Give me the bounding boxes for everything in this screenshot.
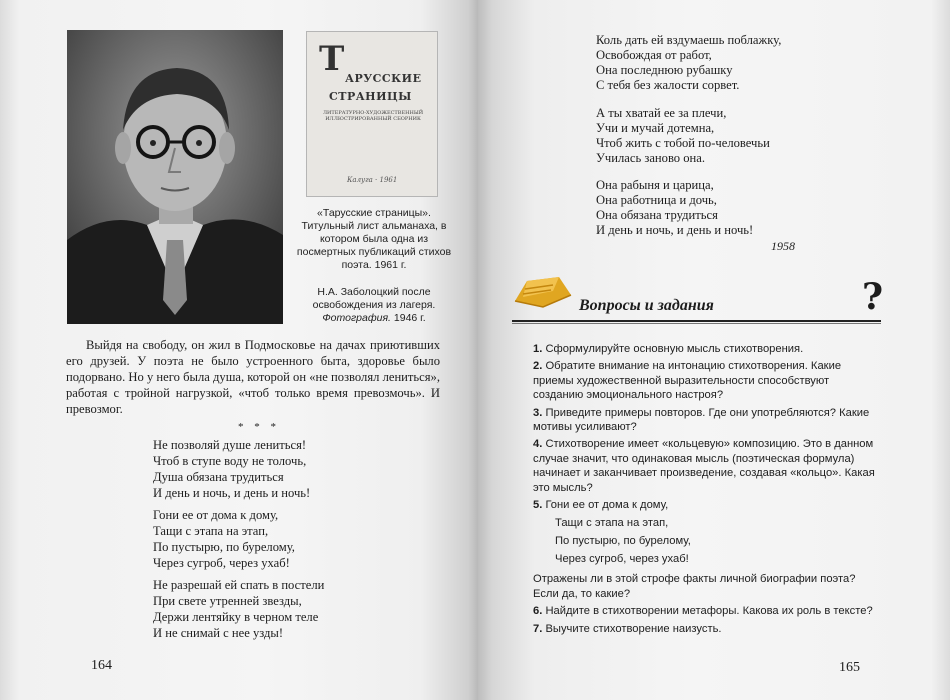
cover-subtitle: ЛИТЕРАТУРНО-ХУДОЖЕСТВЕННЫЙ ИЛЛЮСТРИРОВАННЫЙ СБОРНИК <box>322 110 424 122</box>
portrait-caption-year: 1946 г. <box>393 312 426 324</box>
poem-separator-stars: * * * <box>238 421 280 433</box>
poem-line: И не снимай с нее узды! <box>153 626 284 640</box>
question-text: Сформулируйте основную мысль стихотворения. <box>545 343 804 355</box>
question-text: Найдите в стихотворении метафоры. Какова их роль в тексте? <box>545 605 873 618</box>
quote-line: Тащи с этапа на этап, <box>555 517 669 530</box>
poem-line: Гони ее от дома к дому, <box>153 508 279 522</box>
question-item <box>533 437 881 495</box>
cover-letter-t: Т <box>319 39 345 79</box>
poem-line: С тебя без жалости сорвет. <box>596 78 740 92</box>
poem-line: Тащи с этапа на этап, <box>153 524 269 538</box>
poem-line: Учи и мучай дотемна, <box>596 121 715 135</box>
section-divider-thin <box>512 323 881 324</box>
question-text: Приведите примеры повторов. Где они употребляются? Какие мотивы усиливают? <box>533 406 870 434</box>
question-mark-icon: ? <box>862 276 884 318</box>
poem-line: Она рабыня и царица, <box>596 178 714 192</box>
quote-line: По пустырю, по бурелому, <box>555 535 691 548</box>
question-number: 7. <box>533 622 543 635</box>
question-item <box>533 622 881 636</box>
author-portrait-photo <box>67 30 283 324</box>
page-number-right: 165 <box>839 660 860 675</box>
questions-list <box>533 342 881 639</box>
question-5-quote <box>533 514 881 568</box>
poem-line: И день и ночь, и день и ночь! <box>596 223 754 237</box>
poem-line: Чтоб в ступе воду не толочь, <box>153 454 307 468</box>
question-item <box>533 359 881 402</box>
portrait-caption <box>296 286 452 325</box>
poem-year: 1958 <box>771 239 795 253</box>
poem-line: Освобождая от работ, <box>596 48 712 62</box>
portrait-caption-italic: Фотография. <box>322 312 391 324</box>
section-divider <box>512 320 881 322</box>
poem-line: По пустырю, по бурелому, <box>153 540 295 554</box>
poem-line: Через сугроб, через ухаб! <box>153 556 290 570</box>
page-number-left: 164 <box>91 658 112 673</box>
cover-title-line1: АРУССКИЕ <box>345 72 422 85</box>
poem-stanza-6 <box>596 178 753 238</box>
question-text: Гони ее от дома к дому, <box>545 499 669 512</box>
question-item <box>533 406 881 435</box>
notebook-icon <box>513 275 573 309</box>
poem-line: А ты хватай ее за плечи, <box>596 106 727 120</box>
question-text: Обратите внимание на интонацию стихотворения. Какие приемы художественной выразительности способствуют созданию эмоционального настроя? <box>533 360 842 402</box>
portrait-caption-text: Н.А. Заболоцкий после освобождения из лагеря. <box>312 286 436 311</box>
almanac-caption: «Тарусские страницы». Титульный лист альманаха, в котором была одна из посмертных публикаций стихов поэта. 1961 г. <box>296 207 452 271</box>
poem-stanza-2 <box>153 507 295 571</box>
poem-stanza-3 <box>153 577 324 641</box>
poem-stanza-4 <box>596 33 781 93</box>
question-number: 3. <box>533 406 543 419</box>
poem-line: При свете утренней звезды, <box>153 594 302 608</box>
question-5-text: Отражены ли в этой строфе факты личной биографии поэта? Если да, то какие? <box>533 573 856 600</box>
question-number: 5. <box>533 499 543 512</box>
question-item <box>533 604 881 618</box>
question-text: Стихотворение имеет «кольцевую» композицию. Это в данном случае значит, что одинаковая мысль (поэтическая формула) начинает и заканчивает произведение, создавая «кольцо». Какая это мысль? <box>533 438 875 494</box>
poem-line: Не разрешай ей спать в постели <box>153 578 325 592</box>
almanac-title-page-image <box>306 31 438 197</box>
question-number: 6. <box>533 605 543 618</box>
poem-line: И день и ночь, и день и ночь! <box>153 486 311 500</box>
poem-line: Коль дать ей вздумаешь поблажку, <box>596 33 782 47</box>
question-item <box>533 342 881 356</box>
section-title: Вопросы и задания <box>579 297 714 314</box>
quote-line: Через сугроб, через ухаб! <box>555 553 689 566</box>
cover-bottom-text: Калуга · 1961 <box>347 176 398 184</box>
poem-line: Душа обязана трудиться <box>153 470 284 484</box>
question-text: Выучите стихотворение наизусть. <box>545 622 722 635</box>
body-paragraph: Выйдя на свободу, он жил в Подмосковье на дачах приютивших его друзей. У поэта не было устроенного быта, здоровье было подорвано. Но у него была душа, которой он «не позволял лениться», работая с тройной нагрузкой, «чтоб только время превозмочь». И превозмог. <box>66 338 440 416</box>
question-number: 4. <box>533 438 543 451</box>
question-number: 2. <box>533 360 543 373</box>
poem-line: Не позволяй душе лениться! <box>153 438 307 452</box>
poem-line: Училась заново она. <box>596 151 706 165</box>
cover-title-line2: СТРАНИЦЫ <box>329 90 412 103</box>
question-number: 1. <box>533 343 543 355</box>
poem-line: Держи лентяйку в черном теле <box>153 610 319 624</box>
poem-stanza-5 <box>596 106 770 166</box>
poem-line: Она работница и дочь, <box>596 193 717 207</box>
poem-stanza-1 <box>153 437 310 501</box>
poem-line: Она последнюю рубашку <box>596 63 733 77</box>
poem-line: Она обязана трудиться <box>596 208 718 222</box>
question-item <box>533 498 881 512</box>
poem-line: Чтоб жить с тобой по-человечьи <box>596 136 770 150</box>
